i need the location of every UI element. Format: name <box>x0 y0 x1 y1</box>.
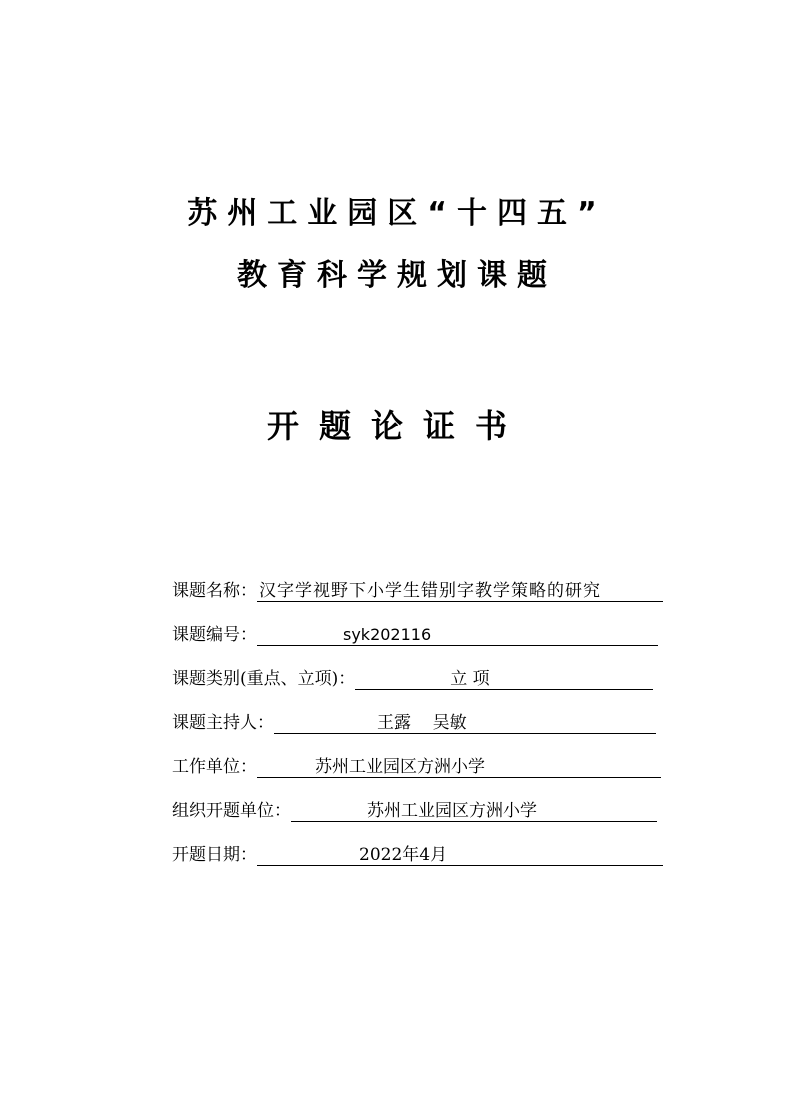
document-title-line-1: 苏州工业园区“十四五” <box>187 196 607 231</box>
field-value: 苏州工业园区方洲小学 <box>291 800 657 822</box>
field-value: 苏州工业园区方洲小学 <box>257 756 661 778</box>
field-project-category <box>172 664 653 690</box>
field-work-unit <box>172 752 661 778</box>
document-title-line-2: 教育科学规划课题 <box>237 258 557 293</box>
field-label: 课题类别(重点、立项)： <box>172 669 356 689</box>
field-label: 课题编号： <box>172 625 257 645</box>
field-project-number <box>172 620 658 646</box>
field-label: 课题名称： <box>172 581 257 601</box>
document-heading: 开题论证书 <box>266 407 527 445</box>
field-organizing-unit <box>172 796 657 822</box>
field-label: 组织开题单位： <box>172 801 291 821</box>
field-opening-date <box>172 840 663 866</box>
field-label: 开题日期： <box>172 845 257 865</box>
field-label: 课题主持人： <box>172 713 274 733</box>
field-value: 王露 吴敏 <box>274 712 656 734</box>
field-value: syk202116 <box>257 624 658 646</box>
field-label: 工作单位： <box>172 757 257 777</box>
field-value: 2022年4月 <box>257 844 663 866</box>
field-value: 立 项 <box>355 668 653 690</box>
field-project-leader <box>172 708 656 734</box>
field-value: 汉字学视野下小学生错别字教学策略的研究 <box>257 580 663 602</box>
field-project-name <box>172 576 663 602</box>
